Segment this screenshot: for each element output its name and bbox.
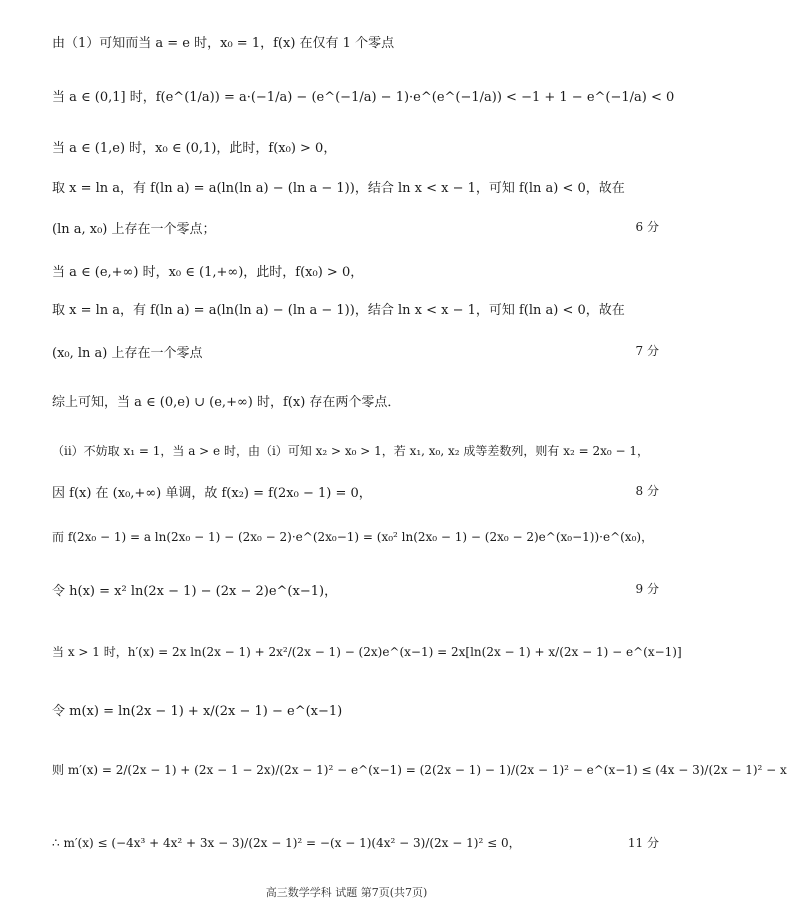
text-line-14: 当 x > 1 时，h′(x) = 2x ln(2x − 1) + 2x²/(2x − 1) − (2x)e^(x−1) = 2x[ln(2x − 1) + x/(2x − 1) − e^(x−1)] [52, 645, 682, 659]
text-line-7: 取 x = ln a，有 f(ln a) = a(ln(ln a) − (ln a − 1))，结合 ln x < x − 1，可知 f(ln a) < 0，故在 [52, 303, 625, 318]
text-line-12: 而 f(2x₀ − 1) = a ln(2x₀ − 1) − (2x₀ − 2)·e^(2x₀−1) = (x₀² ln(2x₀ − 1) − (2x₀ − 2)e^(x₀−1))·e^(x₀)， [52, 530, 654, 544]
text-line-11: 因 f(x) 在 (x₀,+∞) 单调，故 f(x₂) = f(2x₀ − 1) = 0， [52, 486, 372, 501]
text-line-10: （ii）不妨取 x₁ = 1，当 a > e 时，由（i）可知 x₂ > x₀ > 1，若 x₁, x₀, x₂ 成等差数列，则有 x₂ = 2x₀ − 1， [52, 444, 649, 458]
score-7: 7 分 [635, 344, 659, 358]
text-line-1: 由（1）可知而当 a = e 时，x₀ = 1，f(x) 在仅有 1 个零点 [52, 36, 395, 51]
text-line-2: 当 a ∈ (0,1] 时，f(e^(1/a)) = a·(−1/a) − (e^(−1/a) − 1)·e^(e^(−1/a)) < −1 + 1 − e^(−1/a) < 0 [52, 90, 675, 105]
text-line-16: 则 m′(x) = 2/(2x − 1) + (2x − 1 − 2x)/(2x − 1)² − e^(x−1) = (2(2x − 1) − 1)/(2x − 1)² − e^(x−1) ≤ (4x − 3)/(2x − 1)² − x [52, 763, 787, 777]
text-line-17: ∴ m′(x) ≤ (−4x³ + 4x² + 3x − 3)/(2x − 1)² = −(x − 1)(4x² − 3)/(2x − 1)² ≤ 0， [52, 836, 521, 850]
text-line-6: 当 a ∈ (e,+∞) 时，x₀ ∈ (1,+∞)，此时，f(x₀) > 0， [52, 265, 364, 280]
text-line-8: (x₀, ln a) 上存在一个零点 [52, 346, 203, 361]
text-line-9: 综上可知，当 a ∈ (0,e) ∪ (e,+∞) 时，f(x) 存在两个零点． [52, 395, 401, 410]
score-8: 8 分 [635, 484, 659, 498]
text-line-4: 取 x = ln a，有 f(ln a) = a(ln(ln a) − (ln a − 1))，结合 ln x < x − 1，可知 f(ln a) < 0，故在 [52, 181, 625, 196]
score-9: 9 分 [635, 582, 659, 596]
page-footer: 高三数学学科 试题 第7页(共7页) [265, 886, 428, 899]
score-6: 6 分 [635, 220, 659, 234]
text-line-15: 令 m(x) = ln(2x − 1) + x/(2x − 1) − e^(x−1) [52, 704, 343, 719]
score-11: 11 分 [627, 836, 659, 850]
text-line-3: 当 a ∈ (1,e) 时，x₀ ∈ (0,1)，此时，f(x₀) > 0， [52, 141, 337, 156]
text-line-13: 令 h(x) = x² ln(2x − 1) − (2x − 2)e^(x−1)， [52, 584, 338, 599]
text-line-5: (ln a, x₀) 上存在一个零点； [52, 222, 216, 237]
